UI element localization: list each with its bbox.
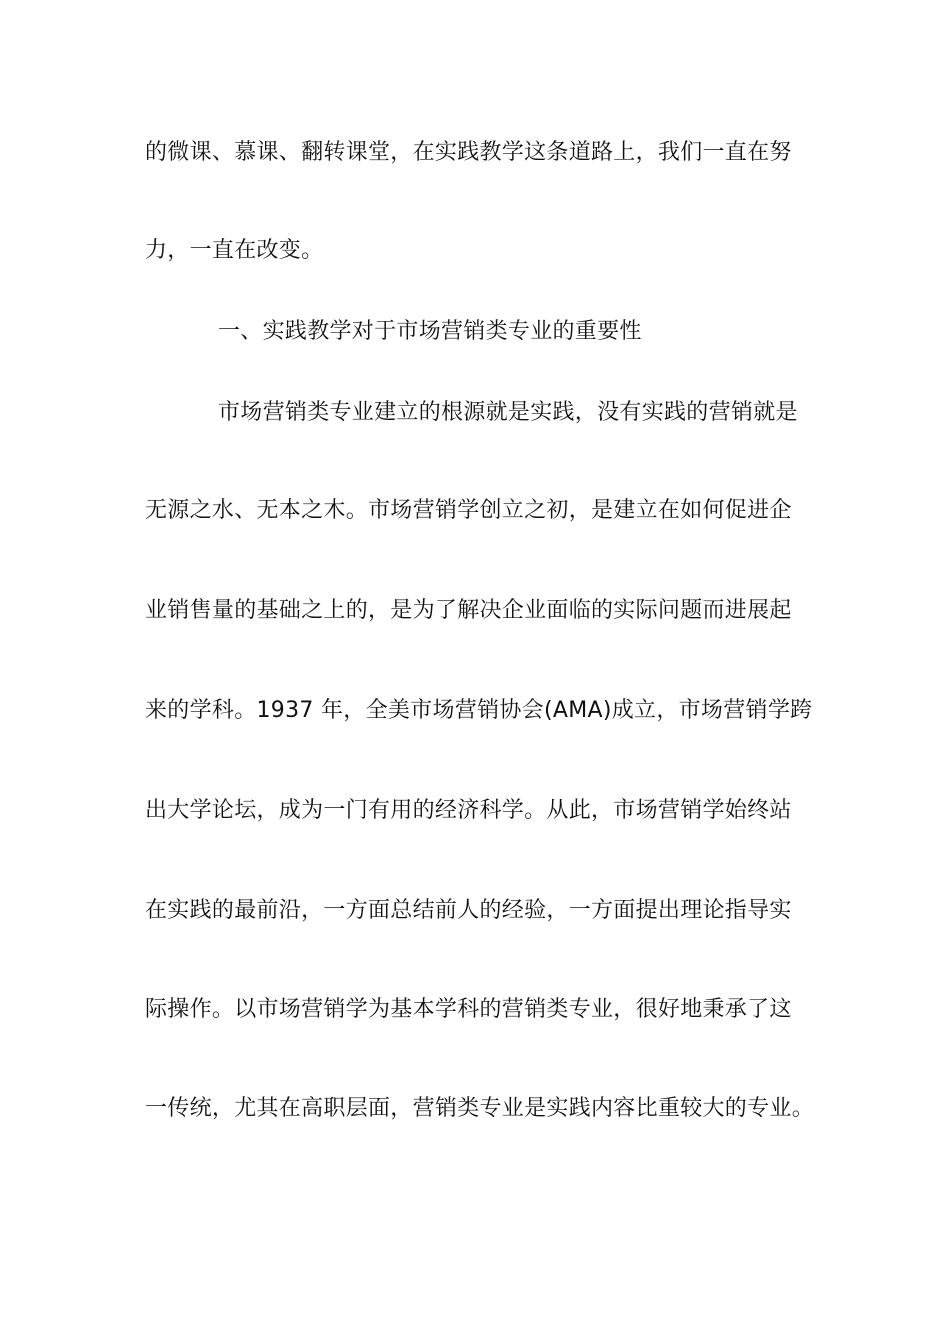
section-heading: 一、实践教学对于市场营销类专业的重要性: [218, 319, 642, 344]
body-text-line: 来的学科。1937 年，全美市场营销协会(AMA)成立，市场营销学跨: [145, 698, 813, 723]
body-text-line: 的微课、慕课、翻转课堂，在实践教学这条道路上，我们一直在努: [145, 140, 792, 165]
body-text-line: 力，一直在改变。: [145, 238, 324, 263]
body-text-line: 业销售量的基础之上的，是为了解决企业面临的实际问题而进展起: [145, 598, 792, 623]
body-text-line: 无源之水、无本之木。市场营销学创立之初，是建立在如何促进企: [145, 498, 792, 523]
paragraph-first-line: 市场营销类专业建立的根源就是实践，没有实践的营销就是: [218, 400, 798, 425]
body-text-line: 在实践的最前沿，一方面总结前人的经验，一方面提出理论指导实: [145, 898, 792, 923]
body-text-line: 际操作。以市场营销学为基本学科的营销类专业，很好地秉承了这: [145, 997, 792, 1022]
body-text-line: 一传统，尤其在高职层面，营销类专业是实践内容比重较大的专业。: [145, 1096, 815, 1121]
body-text-line: 出大学论坛，成为一门有用的经济科学。从此，市场营销学始终站: [145, 798, 792, 823]
